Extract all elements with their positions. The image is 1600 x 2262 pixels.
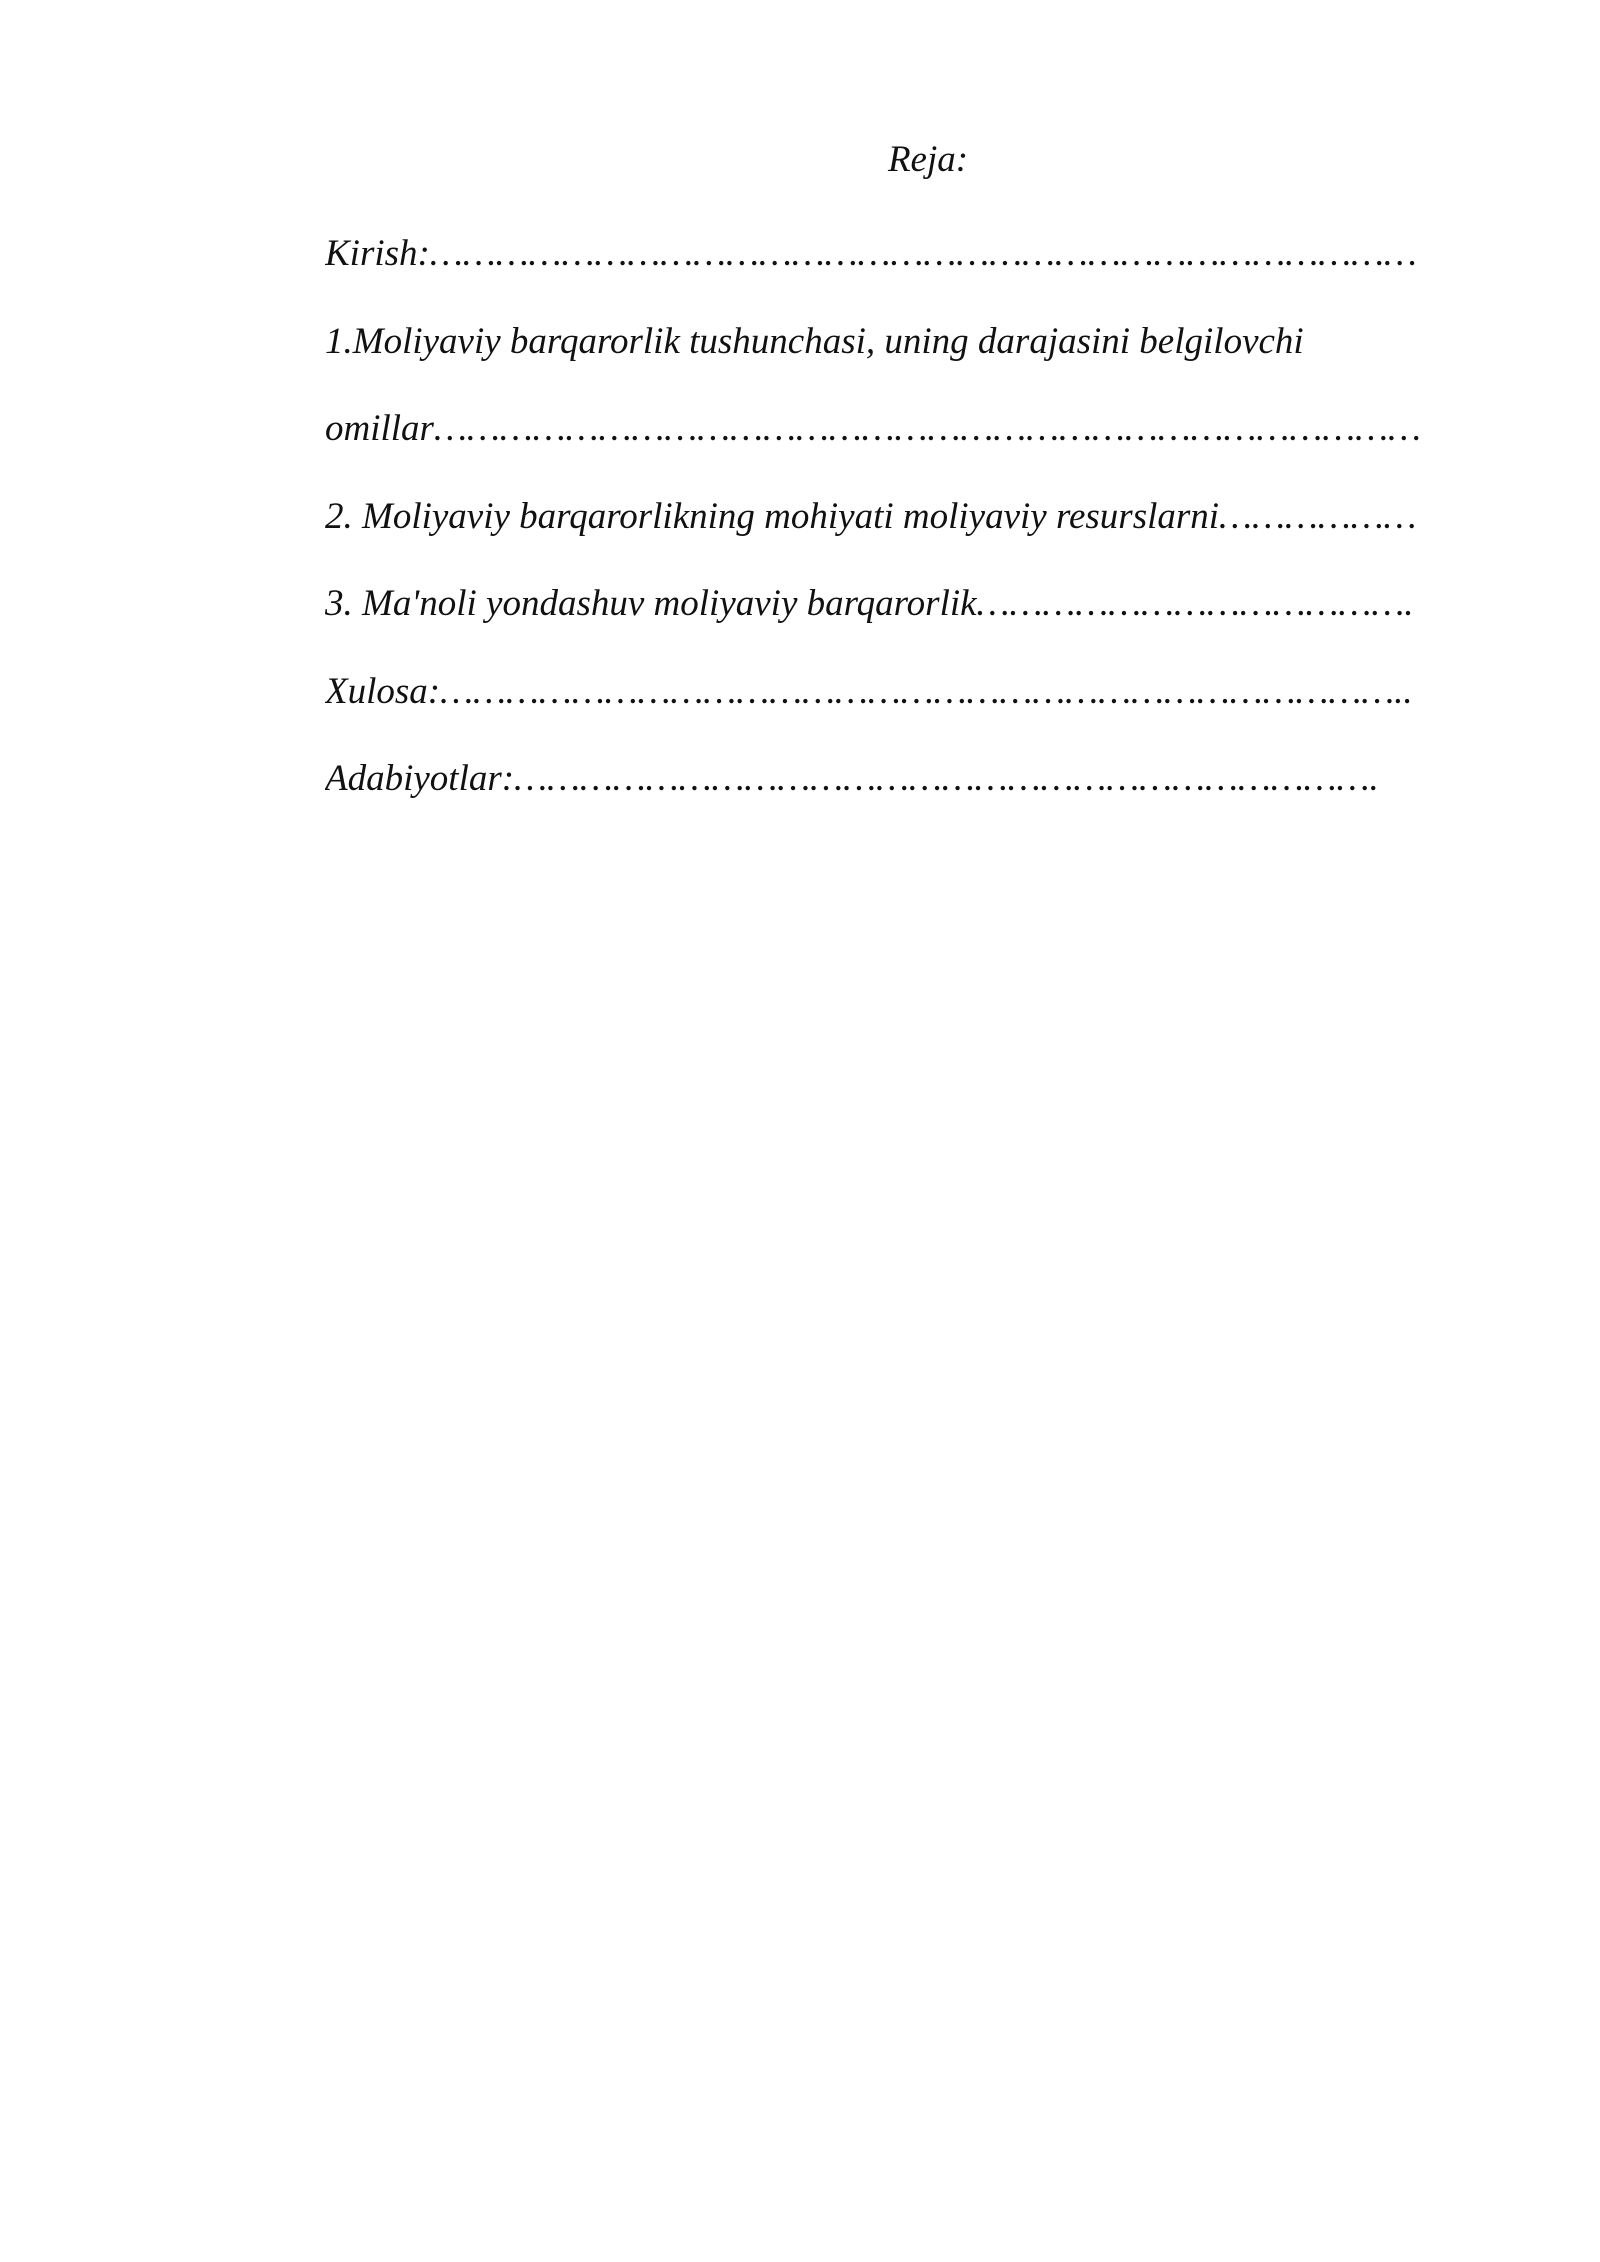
table-of-contents	[325, 224, 1445, 837]
toc-entry-conclusion: Xulosa:……………………………………………………………………………..	[325, 670, 1413, 712]
toc-entry-1-second-line: omillar………………………………………………………………………………	[325, 408, 1421, 449]
toc-entry-references: Adabiyotlar:…………………………………………………………………….	[325, 758, 1379, 799]
toc-entry-3: 3. Ma'noli yondashuv moliyaviy barqarorlik………………………………….	[325, 583, 1414, 624]
page-title: Reja:	[887, 139, 969, 180]
toc-entry-2: 2. Moliyaviy barqarorlikning mohiyati moliyaviy resurslarni………………	[325, 495, 1417, 537]
toc-entry-introduction: Kirish:………………………………………………………………………………	[325, 233, 1417, 274]
toc-entry-1-first-line: 1.Moliyaviy barqarorlik tushunchasi, uning darajasini belgilovchi	[325, 320, 1304, 362]
